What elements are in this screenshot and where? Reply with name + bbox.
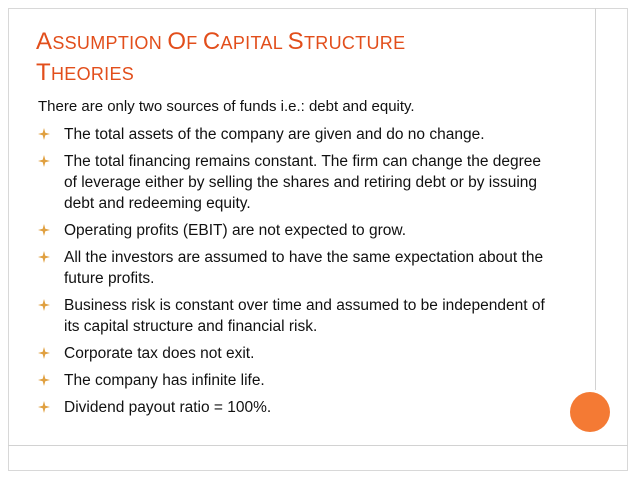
diamond-four-petal-icon [38, 128, 50, 140]
title-cap: A [36, 28, 53, 55]
diamond-four-petal-icon [38, 347, 50, 359]
bullet-text: Business risk is constant over time and assumed to be independent of its capital structure and financial risk. [64, 297, 545, 335]
title-cap: T [36, 59, 51, 86]
title-cap: S [287, 28, 304, 55]
bullet-item [38, 151, 558, 214]
title-rest: APITAL [220, 33, 288, 53]
diamond-four-petal-icon [38, 374, 50, 386]
bullet-item [38, 124, 558, 145]
bullet-item [38, 247, 558, 289]
bullet-item [38, 397, 558, 418]
title-rest: HEORIES [50, 64, 135, 84]
bullet-text: Operating profits (EBIT) are not expected to grow. [64, 222, 407, 239]
title-rest: SSUMPTION [52, 33, 168, 53]
bullet-text: The total financing remains constant. The firm can change the degree of leverage either by selling the shares and retiring debt or by issuing debt and redeeming equity. [64, 153, 542, 212]
intro-text: There are only two sources of funds i.e.: debt and equity. [38, 98, 415, 115]
diamond-four-petal-icon [38, 299, 50, 311]
bullet-text: The total assets of the company are given and do no change. [64, 126, 485, 143]
title-rest: TRUCTURE [303, 33, 406, 53]
bullet-text: All the investors are assumed to have the same expectation about the future profits. [64, 249, 544, 287]
right-rule [595, 8, 596, 390]
accent-circle [570, 392, 610, 432]
bullet-item [38, 343, 558, 364]
bullet-item [38, 220, 558, 241]
diamond-four-petal-icon [38, 155, 50, 167]
title-line-2 [36, 58, 536, 89]
bullet-text: The company has infinite life. [64, 372, 265, 389]
bullet-list [38, 124, 558, 424]
bullet-text: Corporate tax does not exit. [64, 345, 255, 362]
bullet-text: Dividend payout ratio = 100%. [64, 399, 272, 416]
title-line-1 [36, 27, 536, 58]
title-cap: O [167, 28, 187, 55]
bottom-rule [8, 445, 628, 446]
title-rest: F [186, 33, 203, 53]
bullet-item [38, 370, 558, 391]
bullet-item [38, 295, 558, 337]
diamond-four-petal-icon [38, 251, 50, 263]
title-cap: C [202, 28, 221, 55]
diamond-four-petal-icon [38, 224, 50, 236]
diamond-four-petal-icon [38, 401, 50, 413]
slide-title [36, 27, 536, 89]
